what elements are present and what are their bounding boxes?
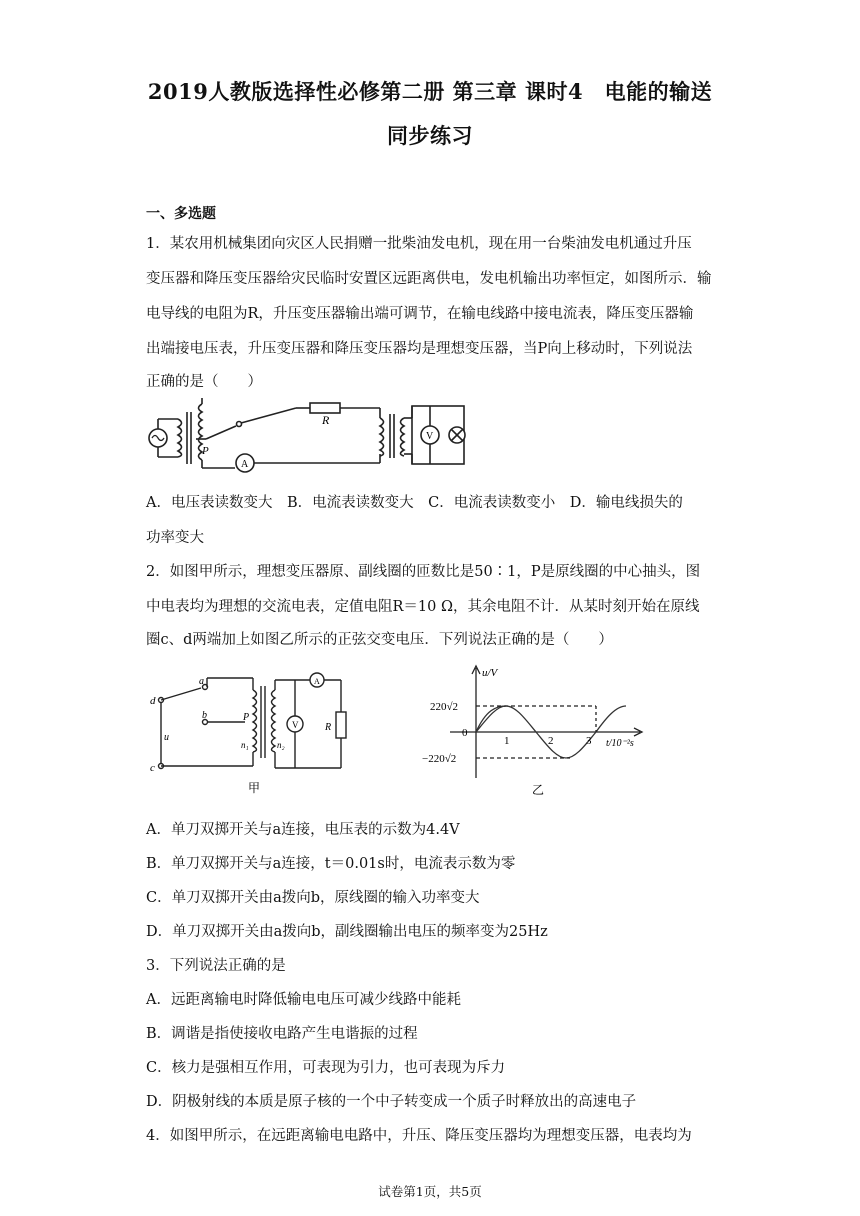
q2-option-c: C．单刀双掷开关由a拨向b，原线圈的输入功率变大 [146, 890, 480, 906]
q2-graph-tick-3: 3 [586, 735, 592, 747]
q1-line: 变压器和降压变压器给灾民临时安置区远距离供电，发电机输出功率恒定，如图所示．输 [146, 271, 712, 287]
page-footer: 试卷第1页，共5页 [378, 1184, 482, 1199]
q3-option-c: C．核力是强相互作用，可表现为引力，也可表现为斥力 [146, 1060, 506, 1076]
q2-option-b: B．单刀双掷开关与a连接，t＝0.01s时，电流表示数为零 [146, 856, 516, 872]
q4-stem: 4．如图甲所示，在远距离输电电路中，升压、降压变压器均为理想变压器，电表均为 [146, 1128, 692, 1144]
q2-resistor-label: R [325, 722, 332, 733]
q2-label-n2: n₂ [277, 740, 285, 750]
q2-label-c: c [150, 762, 155, 774]
q1-line: 出端接电压表，升压变压器和降压变压器均是理想变压器，当P向上移动时，下列说法 [146, 341, 693, 357]
q2-line: 中电表均为理想的交流电表，定值电阻R＝10 Ω，其余电阻不计．从某时刻开始在原线 [146, 599, 700, 615]
q2-caption-yi: 乙 [532, 783, 545, 797]
q2-option-d: D．单刀双掷开关由a拨向b，副线圈输出电压的频率变为25Hz [146, 924, 548, 940]
q2-graph-tick-1: 1 [504, 735, 510, 747]
q1-line: 正确的是（ ） [146, 374, 262, 390]
q2-graph-ymin: −220√2 [422, 753, 457, 765]
q2-line: 圈c、d两端加上如图乙所示的正弦交变电压．下列说法正确的是（ ） [146, 632, 613, 648]
q1-circuit-diagram [140, 394, 475, 476]
q2-line: 2．如图甲所示，理想变压器原、副线圈的匝数比是50∶1，P是原线圈的中心抽头，图 [146, 564, 701, 580]
q1-slider-label: P [202, 445, 209, 457]
q1-line: 电导线的电阻为R，升压变压器输出端可调节，在输电线路中接电流表，降压变压器输 [146, 306, 694, 322]
q1-line: 1．某农用机械集团向灾区人民捐赠一批柴油发电机，现在用一台柴油发电机通过升压 [146, 236, 692, 252]
q2-label-u: u [164, 732, 169, 743]
q2-option-a: A．单刀双掷开关与a连接，电压表的示数为4.4V [146, 822, 460, 838]
q3-option-d: D．阴极射线的本质是原子核的一个中子转变成一个质子时释放出的高速电子 [146, 1094, 637, 1110]
q1-voltmeter-label: V [426, 431, 434, 442]
q3-option-a: A．远距离输电时降低输电电压可减少线路中能耗 [146, 992, 461, 1008]
q2-voltmeter-label: V [292, 720, 299, 730]
q1-options-cont: 功率变大 [146, 530, 204, 546]
q3-stem: 3．下列说法正确的是 [146, 958, 286, 974]
q1-resistor-label: R [322, 413, 330, 427]
q2-graph-ymax: 220√2 [430, 701, 459, 713]
q2-graph-origin: 0 [462, 727, 468, 739]
q2-graph-ylabel: u/V [482, 667, 498, 679]
q2-label-b: b [202, 710, 207, 721]
q2-label-a: a [199, 676, 204, 687]
q2-caption-jia: 甲 [248, 781, 261, 795]
section-heading: 一、多选题 [146, 206, 216, 222]
q2-label-d: d [150, 695, 156, 707]
q3-option-b: B．调谐是指使接收电路产生电谐振的过程 [146, 1026, 418, 1042]
q2-graph-tick-2: 2 [548, 735, 554, 747]
q1-options: A．电压表读数变大 B．电流表读数变大 C．电流表读数变小 D．输电线损失的 [146, 495, 683, 511]
q2-label-n1: n₁ [241, 740, 249, 750]
page-title: 2019人教版选择性必修第二册 第三章 课时4 电能的输送 [147, 79, 713, 104]
q2-ammeter-label: A [314, 677, 320, 686]
q2-graph-xlabel: t/10⁻²s [606, 738, 634, 749]
q1-ammeter-label: A [241, 459, 249, 470]
q2-voltage-graph-yi [420, 660, 650, 800]
q2-circuit-jia [145, 668, 355, 796]
q2-label-p: P [243, 712, 250, 723]
page-subtitle: 同步练习 [387, 123, 473, 148]
